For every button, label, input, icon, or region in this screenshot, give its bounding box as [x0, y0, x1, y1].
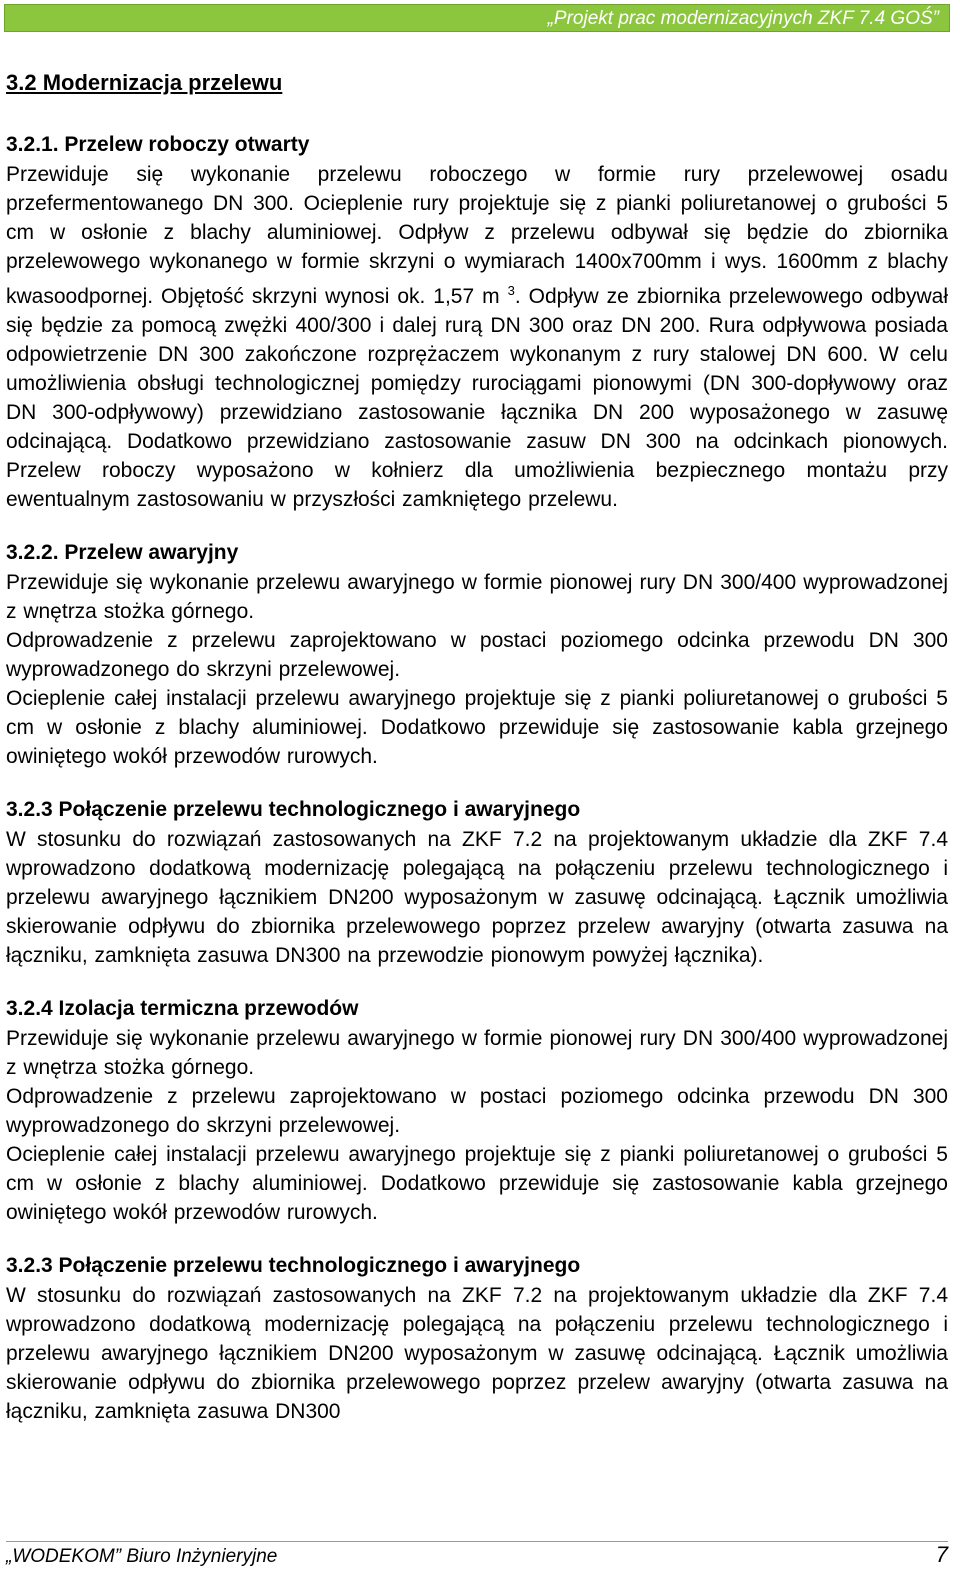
page-cut — [0, 1532, 960, 1540]
page-number: 7 — [935, 1542, 948, 1567]
paragraph: Odprowadzenie z przelewu zaprojektowano w postaci poziomego odcinka przewodu DN 300 wyprowadzonego do skrzyni przelewowej. — [6, 1085, 948, 1137]
footer-company: „WODEKOM” Biuro Inżynieryjne — [6, 1546, 278, 1567]
document-body — [6, 68, 948, 1450]
header-title: „Projekt prac modernizacyjnych ZKF 7.4 GOŚ” — [547, 8, 939, 29]
paragraph: Ocieplenie całej instalacji przelewu awaryjnego projektuje się z pianki poliuretanowej o grubości 5 cm w osłonie z blachy aluminiowej. Dodatkowo przewiduje się zastosowanie kabla grzejnego owiniętego wokół przewodów rurowych. — [6, 687, 948, 768]
section-title: 3.2 Modernizacja przelewu — [6, 70, 283, 95]
subsection-title: 3.2.1. Przelew roboczy otwarty — [6, 133, 310, 156]
paragraph-text: Przewiduje się wykonanie przelewu roboczego w formie rury przelewowej osadu przefermentowanego DN 300. Ocieplenie rury projektuje się z pianki poliuretanowej o grubości 5 cm w osłonie z blachy aluminiowej. Odpływ z przelewu odbywał się będzie do zbiornika przelewowego wykonanego w formie skrzyni o wymiarach 1400x700mm i wys. 1600mm z blachy kwasoodpornej. Objętość skrzyni wynosi ok. 1,57 m — [6, 163, 948, 308]
subsection-title: 3.2.2. Przelew awaryjny — [6, 541, 239, 564]
subsection-title: 3.2.3 Połączenie przelewu technologicznego i awaryjnego — [6, 798, 581, 821]
subsection-3-2-2 — [6, 538, 948, 771]
paragraph: Odprowadzenie z przelewu zaprojektowano w postaci poziomego odcinka przewodu DN 300 wyprowadzonego do skrzyni przelewowej. — [6, 629, 948, 681]
subsection-title: 3.2.3 Połączenie przelewu technologicznego i awaryjnego — [6, 1254, 581, 1277]
paragraph-text: . Odpływ ze zbiornika przelewowego odbywał się będzie za pomocą zwężki 400/300 i dalej rurą DN 300 oraz DN 200. Rura odpływowa posiada odpowietrzenie DN 300 zakończone rozprężaczem wykonanym z rury stalowej DN 600. W celu umożliwienia obsługi technologicznej pomiędzy rurociągami pionowymi (DN 300-dopływowy oraz DN 300-odpływowy) przewidziano zastosowanie łącznika DN 200 wyposażonego w zasuwę odcinającą. Dodatkowo przewidziano zastosowanie zasuw DN 300 na odcinkach pionowych. Przelew roboczy wyposażono w kołnierz dla umożliwienia bezpiecznego montażu przy ewentualnym zastosowaniu w przyszłości zamkniętego przelewu. — [6, 285, 948, 511]
subsection-3-2-3 — [6, 795, 948, 970]
page-footer — [6, 1541, 948, 1572]
subsection-title: 3.2.4 Izolacja termiczna przewodów — [6, 997, 359, 1020]
subsection-3-2-4 — [6, 994, 948, 1227]
page-header — [4, 4, 950, 32]
paragraph: W stosunku do rozwiązań zastosowanych na ZKF 7.2 na projektowanym układzie dla ZKF 7.4 wprowadzono dodatkową modernizację polegającą na połączeniu przelewu technologicznego i przelewu awaryjnego łącznikiem DN200 wyposażonym w zasuwę odcinającą. Łącznik umożliwia skierowanie odpływu do zbiornika przelewowego poprzez przelew awaryjny (otwarta zasuwa na łączniku, zamknięta zasuwa DN300 na przewodzie pionowym powyżej łącznika). — [6, 828, 948, 967]
paragraph: W stosunku do rozwiązań zastosowanych na ZKF 7.2 na projektowanym układzie dla ZKF 7.4 wprowadzono dodatkową modernizację polegającą na połączeniu przelewu technologicznego i przelewu awaryjnego łącznikiem DN200 wyposażonym w zasuwę odcinającą. Łącznik umożliwia skierowanie odpływu do zbiornika przelewowego poprzez przelew awaryjny (otwarta zasuwa na łączniku, zamknięta zasuwa DN300 — [6, 1284, 948, 1423]
paragraph: Ocieplenie całej instalacji przelewu awaryjnego projektuje się z pianki poliuretanowej o grubości 5 cm w osłonie z blachy aluminiowej. Dodatkowo przewiduje się zastosowanie kabla grzejnego owiniętego wokół przewodów rurowych. — [6, 1143, 948, 1224]
subsection-3-2-3-repeat — [6, 1251, 948, 1426]
subsection-3-2-1 — [6, 130, 948, 514]
paragraph: Przewiduje się wykonanie przelewu awaryjnego w formie pionowej rury DN 300/400 wyprowadzonej z wnętrza stożka górnego. — [6, 1027, 948, 1079]
superscript: 3 — [507, 283, 515, 298]
paragraph — [6, 160, 948, 514]
paragraph: Przewiduje się wykonanie przelewu awaryjnego w formie pionowej rury DN 300/400 wyprowadzonej z wnętrza stożka górnego. — [6, 571, 948, 623]
